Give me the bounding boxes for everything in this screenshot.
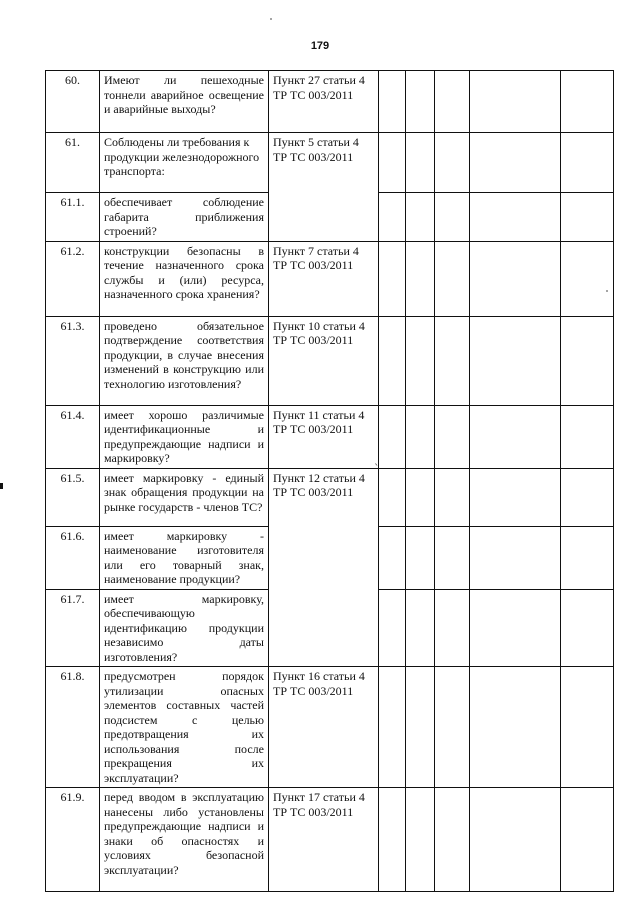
answer-cell[interactable] — [561, 788, 614, 892]
answer-cell[interactable] — [379, 405, 406, 468]
answer-cell[interactable] — [470, 71, 561, 133]
requirement-text: проведено обязательное подтверждение соответствия продукции, в случае внесения изменений в конструкцию или технологию изготовления? — [100, 316, 269, 405]
answer-cell[interactable] — [435, 316, 470, 405]
answer-cell[interactable] — [435, 193, 470, 242]
legal-reference: Пункт 16 статьи 4 ТР ТС 003/2011 — [269, 667, 379, 788]
item-number: 60. — [46, 71, 100, 133]
answer-cell[interactable] — [435, 241, 470, 316]
answer-cell[interactable] — [406, 133, 435, 193]
answer-cell[interactable] — [406, 468, 435, 526]
answer-cell[interactable] — [406, 193, 435, 242]
scan-edge-mark — [0, 483, 3, 489]
table-row — [46, 71, 614, 133]
answer-cell[interactable] — [379, 193, 406, 242]
answer-cell[interactable] — [379, 71, 406, 133]
answer-cell[interactable] — [470, 589, 561, 667]
answer-cell[interactable] — [470, 468, 561, 526]
answer-cell[interactable] — [470, 526, 561, 589]
answer-cell[interactable] — [435, 589, 470, 667]
legal-reference: Пункт 27 статьи 4 ТР ТС 003/2011 — [269, 71, 379, 133]
answer-cell[interactable] — [561, 193, 614, 242]
table-row — [46, 241, 614, 316]
answer-cell[interactable] — [435, 71, 470, 133]
answer-cell[interactable] — [470, 316, 561, 405]
answer-cell[interactable] — [379, 589, 406, 667]
answer-cell[interactable] — [435, 526, 470, 589]
table-row — [46, 133, 614, 193]
answer-cell[interactable] — [561, 71, 614, 133]
checklist-table — [45, 70, 614, 892]
answer-cell[interactable] — [561, 316, 614, 405]
answer-cell[interactable] — [379, 316, 406, 405]
answer-cell[interactable] — [561, 468, 614, 526]
answer-cell[interactable] — [470, 667, 561, 788]
answer-cell[interactable] — [435, 405, 470, 468]
item-number: 61. — [46, 133, 100, 193]
answer-cell[interactable] — [379, 788, 406, 892]
table-row — [46, 468, 614, 526]
item-number: 61.4. — [46, 405, 100, 468]
item-number: 61.1. — [46, 193, 100, 242]
item-number: 61.6. — [46, 526, 100, 589]
legal-reference: Пункт 5 статьи 4 ТР ТС 003/2011 — [269, 133, 379, 242]
answer-cell[interactable] — [406, 71, 435, 133]
answer-cell[interactable] — [561, 667, 614, 788]
item-number: 61.8. — [46, 667, 100, 788]
answer-cell[interactable] — [561, 133, 614, 193]
requirement-text: имеет хорошо различимые идентификационные и предупреждающие надписи и маркировку? — [100, 405, 269, 468]
table-row — [46, 405, 614, 468]
answer-cell[interactable] — [379, 667, 406, 788]
item-number: 61.2. — [46, 241, 100, 316]
answer-cell[interactable] — [406, 667, 435, 788]
answer-cell[interactable] — [470, 241, 561, 316]
answer-cell[interactable] — [470, 133, 561, 193]
legal-reference: Пункт 10 статьи 4 ТР ТС 003/2011 — [269, 316, 379, 405]
table-row — [46, 667, 614, 788]
requirement-text: перед вводом в эксплуатацию нанесены либо установлены предупреждающие надписи и знаки об опасностях и условиях безопасной эксплуатации? — [100, 788, 269, 892]
answer-cell[interactable] — [435, 468, 470, 526]
answer-cell[interactable] — [406, 589, 435, 667]
answer-cell[interactable] — [379, 241, 406, 316]
answer-cell[interactable] — [379, 526, 406, 589]
table-row — [46, 316, 614, 405]
item-number: 61.5. — [46, 468, 100, 526]
scan-speck — [270, 18, 272, 20]
item-number: 61.7. — [46, 589, 100, 667]
answer-cell[interactable] — [379, 468, 406, 526]
requirement-text: Соблюдены ли требования к продукции железнодорожного транспорта: — [100, 133, 269, 193]
answer-cell[interactable] — [435, 133, 470, 193]
answer-cell[interactable] — [470, 788, 561, 892]
answer-cell[interactable] — [406, 316, 435, 405]
requirement-text: обеспечивает соблюдение габарита приближения строений? — [100, 193, 269, 242]
legal-reference: Пункт 11 статьи 4 ТР ТС 003/2011 — [269, 405, 379, 468]
answer-cell[interactable] — [379, 133, 406, 193]
answer-cell[interactable] — [406, 405, 435, 468]
answer-cell[interactable] — [435, 667, 470, 788]
answer-cell[interactable] — [406, 788, 435, 892]
requirement-text: имеет маркировку - единый знак обращения продукции на рынке государств - членов ТС? — [100, 468, 269, 526]
answer-cell[interactable] — [435, 788, 470, 892]
legal-reference: Пункт 12 статьи 4 ТР ТС 003/2011 — [269, 468, 379, 667]
answer-cell[interactable] — [406, 526, 435, 589]
requirement-text: предусмотрен порядок утилизации опасных элементов составных частей подсистем с целью предотвращения их использования после прекращения их эксплуатации? — [100, 667, 269, 788]
page-number: 179 — [310, 40, 330, 52]
scan-tick-mark: ˋ — [374, 462, 380, 475]
answer-cell[interactable] — [470, 193, 561, 242]
legal-reference: Пункт 7 статьи 4 ТР ТС 003/2011 — [269, 241, 379, 316]
answer-cell[interactable] — [561, 241, 614, 316]
requirement-text: конструкции безопасны в течение назначенного срока службы и (или) ресурса, назначенного срока хранения? — [100, 241, 269, 316]
answer-cell[interactable] — [406, 241, 435, 316]
requirement-text: Имеют ли пешеходные тоннели аварийное освещение и аварийные выходы? — [100, 71, 269, 133]
answer-cell[interactable] — [470, 405, 561, 468]
requirement-text: имеет маркировку - наименование изготовителя или его товарный знак, наименование продукции? — [100, 526, 269, 589]
item-number: 61.3. — [46, 316, 100, 405]
requirement-text: имеет маркировку, обеспечивающую идентификацию продукции независимо даты изготовления? — [100, 589, 269, 667]
answer-cell[interactable] — [561, 589, 614, 667]
table-row — [46, 788, 614, 892]
item-number: 61.9. — [46, 788, 100, 892]
answer-cell[interactable] — [561, 405, 614, 468]
legal-reference: Пункт 17 статьи 4 ТР ТС 003/2011 — [269, 788, 379, 892]
answer-cell[interactable] — [561, 526, 614, 589]
